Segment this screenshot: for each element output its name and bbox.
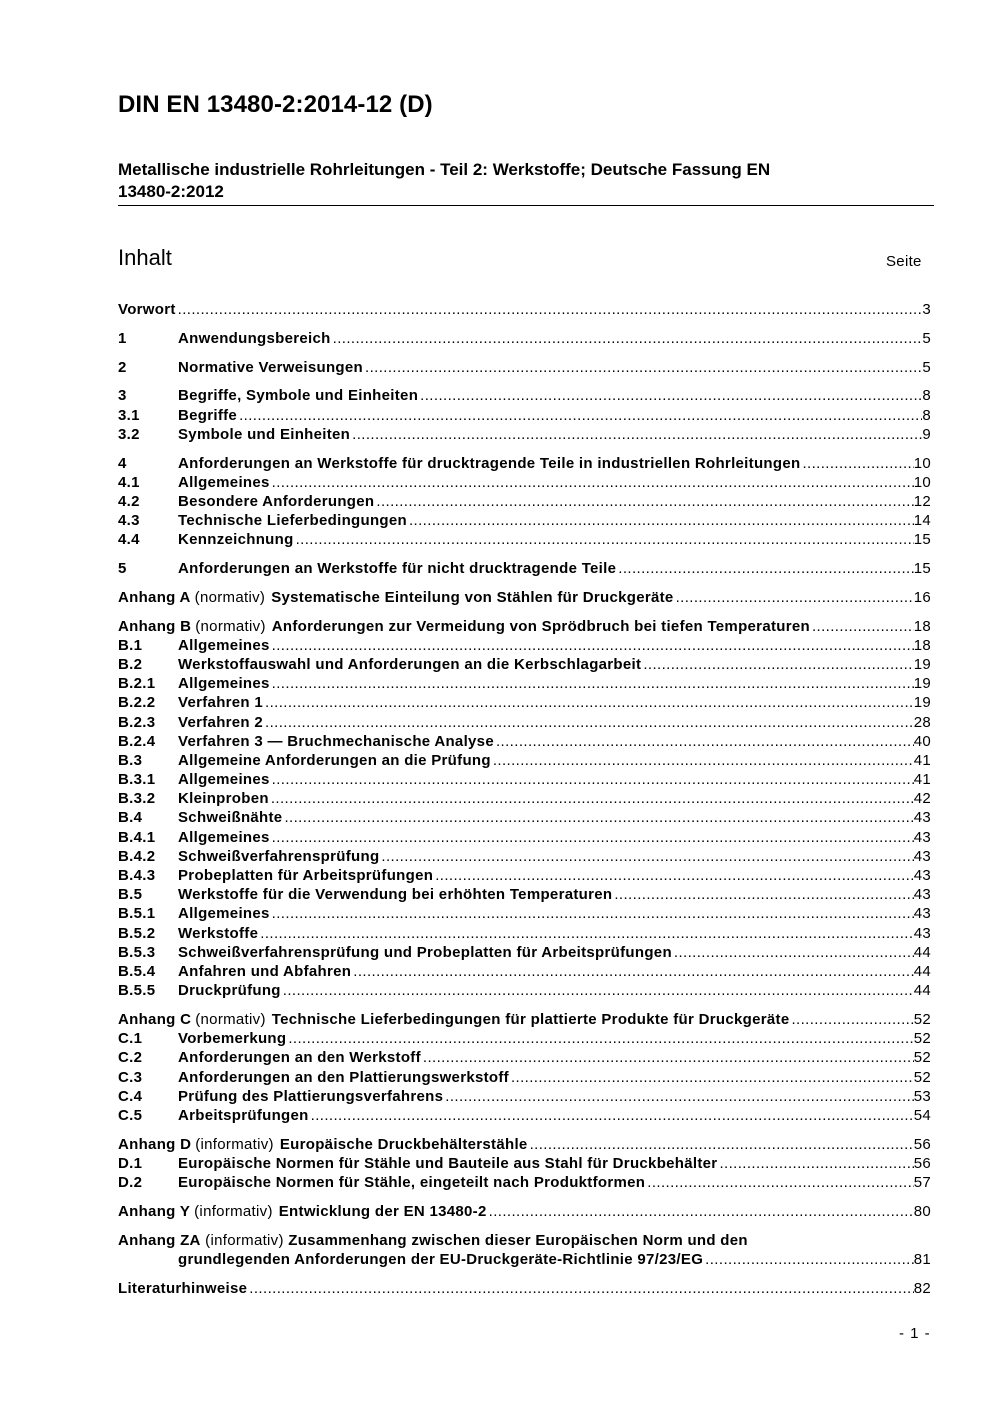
toc-entry[interactable] — [118, 1135, 931, 1154]
toc-entry-line — [178, 904, 931, 923]
toc-entry[interactable] — [118, 770, 931, 789]
toc-page-number: 54 — [913, 1106, 931, 1124]
annex-type: (normativ) — [195, 617, 266, 635]
toc-entry-title: Druckprüfung — [178, 982, 281, 1000]
toc-page-number: 43 — [913, 828, 931, 846]
leader-dots — [270, 828, 914, 847]
toc-entry-title: Zusammenhang zwischen dieser Europäischen Norm und den — [288, 1231, 748, 1249]
toc-entry-number: B.2.2 — [118, 694, 156, 712]
toc-entry-line — [178, 674, 931, 693]
leader-dots — [789, 1010, 913, 1029]
leader-dots — [674, 588, 914, 607]
toc-entry-number: B.5.1 — [118, 905, 156, 923]
toc-entry-title: Kennzeichnung — [178, 531, 294, 549]
toc-entry[interactable] — [118, 847, 931, 866]
toc-entry-line — [118, 1279, 931, 1298]
toc-page-number: 52 — [913, 1068, 931, 1086]
toc-entry-title: Begriffe — [178, 406, 238, 424]
toc-entry-line — [178, 530, 931, 549]
toc-entry[interactable] — [118, 473, 931, 492]
toc-page-number: 16 — [913, 588, 931, 606]
toc-page-number: 43 — [913, 905, 931, 923]
toc-entry-number: Anhang B — [118, 617, 192, 635]
toc-entry[interactable] — [118, 885, 931, 904]
toc-entry-title: Probeplatten für Arbeitsprüfungen — [178, 867, 434, 885]
annex-type: (informativ) — [205, 1231, 284, 1249]
toc-entry-title: Arbeitsprüfungen — [178, 1106, 309, 1124]
toc-entry-title: Entwicklung der EN 13480-2 — [278, 1202, 487, 1220]
toc-entry-line — [178, 1173, 931, 1192]
toc-entry-line — [178, 847, 931, 866]
leader-dots — [176, 300, 923, 319]
leader-dots — [800, 454, 913, 473]
toc-entry-line — [118, 1135, 931, 1154]
leader-dots — [294, 530, 914, 549]
toc-page-number: 10 — [913, 454, 931, 472]
toc-entry-line — [178, 866, 931, 885]
toc-entry-title: Europäische Normen für Stähle, eingeteilt nach Produktformen — [178, 1174, 646, 1192]
toc-entry[interactable] — [118, 924, 931, 943]
toc-page-number: 56 — [913, 1154, 931, 1172]
leader-dots — [421, 1048, 914, 1067]
toc-entry[interactable] — [118, 828, 931, 847]
leader-dots — [418, 386, 922, 405]
toc-entry-line — [178, 1154, 931, 1173]
toc-entry-number: B.2 — [118, 655, 143, 673]
toc-entry[interactable] — [118, 588, 931, 607]
leader-dots — [282, 808, 913, 827]
toc-entry-number: B.3 — [118, 751, 143, 769]
toc-entry-title: Allgemeines — [178, 473, 270, 491]
leader-dots — [528, 1135, 914, 1154]
toc-entry-title: Verfahren 1 — [178, 694, 264, 712]
toc-entry-line — [178, 770, 931, 789]
toc-entry-line — [178, 943, 931, 962]
toc-page-number: 57 — [913, 1174, 931, 1192]
toc-page-number: 10 — [913, 473, 931, 491]
toc-page-number: 14 — [913, 512, 931, 530]
toc-page-number: 19 — [913, 655, 931, 673]
toc-page-number: 8 — [922, 387, 931, 405]
toc-entry-title: Normative Verweisungen — [178, 358, 363, 376]
toc-entry[interactable] — [118, 693, 931, 712]
toc-entry-line — [178, 808, 931, 827]
toc-entry[interactable] — [118, 425, 931, 444]
toc-page-number: 15 — [913, 560, 931, 578]
toc-page-number: 44 — [913, 943, 931, 961]
toc-entry[interactable] — [118, 808, 931, 827]
toc-entry-line — [178, 732, 931, 751]
toc-entry-title: Prüfung des Plattierungsverfahrens — [178, 1087, 444, 1105]
toc-page-number: 19 — [913, 675, 931, 693]
toc-entry-number: D.1 — [118, 1154, 143, 1172]
page-column-label: Seite — [886, 253, 922, 270]
toc-entry-line — [178, 885, 931, 904]
toc-entry-title: Anforderungen an Werkstoffe für drucktragende Teile in industriellen Rohrleitungen — [178, 454, 801, 472]
toc-entry[interactable] — [118, 1231, 931, 1269]
leader-dots — [270, 770, 914, 789]
toc-entry-line — [118, 617, 931, 636]
toc-entry[interactable] — [118, 406, 931, 425]
leader-dots — [703, 1250, 914, 1269]
toc-entry[interactable] — [118, 655, 931, 674]
toc-entry[interactable] — [118, 904, 931, 923]
toc-entry-number: Anhang ZA — [118, 1231, 201, 1249]
toc-entry-label: Vorwort — [118, 301, 176, 318]
toc-entry[interactable] — [118, 1068, 931, 1087]
toc-entry-number: Anhang A — [118, 588, 191, 606]
toc-entry-number: 3.2 — [118, 425, 140, 443]
leader-dots — [237, 406, 922, 425]
toc-page-number: 52 — [913, 1049, 931, 1067]
toc-page-number: 42 — [913, 790, 931, 808]
leader-dots — [363, 358, 922, 377]
toc-entry[interactable] — [118, 981, 931, 1000]
toc-entry-line — [178, 1087, 931, 1106]
toc-entry-number: C.5 — [118, 1106, 143, 1124]
toc-entry-title: Technische Lieferbedingungen für plattierte Produkte für Druckgeräte — [271, 1010, 790, 1028]
toc-entry-number: 4 — [118, 454, 127, 472]
annex-type: (normativ) — [194, 588, 266, 606]
leader-dots — [281, 981, 914, 1000]
toc-entry-line — [178, 406, 931, 425]
toc-entry[interactable] — [118, 1202, 931, 1221]
toc-entry-title: Allgemeines — [178, 828, 270, 846]
toc-entry-number: B.5.3 — [118, 943, 156, 961]
toc-entry-title: Anforderungen zur Vermeidung von Sprödbruch bei tiefen Temperaturen — [271, 617, 810, 635]
toc-page-number: 12 — [913, 492, 931, 510]
toc-entry-title: Anforderungen an den Plattierungswerkstoff — [178, 1068, 509, 1086]
toc-page-number: 44 — [913, 982, 931, 1000]
leader-dots — [269, 789, 914, 808]
toc-page-number: 52 — [913, 1010, 931, 1028]
leader-dots — [487, 1202, 914, 1221]
toc-entry[interactable] — [118, 492, 931, 511]
toc-entry-title: Allgemeines — [178, 675, 270, 693]
toc-entry-number: B.5 — [118, 886, 143, 904]
toc-page-number: 18 — [913, 617, 931, 635]
toc-entry-number: 1 — [118, 329, 127, 347]
toc-entry-title: Anwendungsbereich — [178, 329, 331, 347]
toc-entry-number: 4.3 — [118, 512, 140, 530]
toc-entry[interactable] — [118, 713, 931, 732]
toc-entry-line — [178, 636, 931, 655]
toc-entry-title: Anforderungen an den Werkstoff — [178, 1049, 421, 1067]
toc-entry-number: 4.4 — [118, 531, 140, 549]
toc-entry-number: C.3 — [118, 1068, 143, 1086]
page-number: - 1 - — [899, 1325, 931, 1342]
leader-dots — [270, 473, 914, 492]
toc-entry-number: B.5.2 — [118, 924, 156, 942]
toc-entry-title: Systematische Einteilung von Stählen für Druckgeräte — [271, 588, 674, 606]
leader-dots — [672, 943, 914, 962]
annex-type: (informativ) — [195, 1135, 274, 1153]
toc-entry-line — [178, 981, 931, 1000]
toc-entry-number: B.3.1 — [118, 771, 156, 789]
toc-entry-number: B.4.3 — [118, 867, 156, 885]
toc-entry-number: B.3.2 — [118, 790, 156, 808]
toc-page-number: 3 — [922, 301, 931, 318]
toc-entry-line-2 — [178, 1250, 931, 1269]
leader-dots — [263, 713, 914, 732]
leader-dots — [491, 751, 914, 770]
toc-entry[interactable] — [118, 511, 931, 530]
leader-dots — [270, 904, 914, 923]
toc-page-number: 44 — [913, 962, 931, 980]
leader-dots — [286, 1029, 913, 1048]
annex-type: (informativ) — [194, 1202, 273, 1220]
toc-entry[interactable] — [118, 386, 931, 405]
toc-entry[interactable] — [118, 1106, 931, 1125]
toc-entry-line — [178, 358, 931, 377]
toc-entry-number: 3 — [118, 387, 127, 405]
toc-entry-line — [178, 386, 931, 405]
toc-entry[interactable] — [118, 962, 931, 981]
toc-entry-number: C.2 — [118, 1049, 143, 1067]
leader-dots — [263, 693, 914, 712]
toc-entry-line — [118, 300, 931, 319]
annex-type: (normativ) — [195, 1010, 266, 1028]
toc-entry-line — [178, 1068, 931, 1087]
toc-entry-number: Anhang C — [118, 1010, 192, 1028]
toc-entry-line — [178, 492, 931, 511]
toc-page-number: 43 — [913, 924, 931, 942]
toc-entry-title: Werkstoffe — [178, 924, 259, 942]
toc-page-number: 40 — [913, 732, 931, 750]
toc-entry-line — [178, 473, 931, 492]
toc-entry-line-1 — [118, 1231, 748, 1250]
toc-entry[interactable] — [118, 1010, 931, 1029]
toc-entry-number: B.1 — [118, 636, 143, 654]
toc-entry-title: Begriffe, Symbole und Einheiten — [178, 387, 419, 405]
toc-entry[interactable] — [118, 1279, 931, 1298]
toc-page-number: 43 — [913, 886, 931, 904]
toc-entry[interactable] — [118, 789, 931, 808]
toc-entry[interactable] — [118, 1087, 931, 1106]
leader-dots — [247, 1279, 913, 1298]
toc-entry[interactable] — [118, 1029, 931, 1048]
toc-entry[interactable] — [118, 674, 931, 693]
toc-page-number: 52 — [913, 1030, 931, 1048]
leader-dots — [270, 674, 914, 693]
toc-entry[interactable] — [118, 329, 931, 348]
toc-entry-title: Europäische Normen für Stähle und Bauteile aus Stahl für Druckbehälter — [178, 1154, 718, 1172]
toc-entry-title: Besondere Anforderungen — [178, 492, 375, 510]
toc-entry-title: Anfahren und Abfahren — [178, 962, 352, 980]
toc-entry-title: Vorbemerkung — [178, 1030, 287, 1048]
toc-entry-number: 4.2 — [118, 492, 140, 510]
toc-page-number: 43 — [913, 867, 931, 885]
leader-dots — [374, 492, 913, 511]
toc-entry-title: Schweißverfahrensprüfung und Probeplatten für Arbeitsprüfungen — [178, 943, 672, 961]
toc-page-number: 41 — [913, 771, 931, 789]
toc-entry-title: Europäische Druckbehälterstähle — [279, 1135, 528, 1153]
leader-dots — [351, 962, 913, 981]
toc-entry-title: Kleinproben — [178, 790, 269, 808]
toc-entry-title: Schweißverfahrensprüfung — [178, 847, 380, 865]
toc-entry[interactable] — [118, 1154, 931, 1173]
toc-entry-line — [178, 751, 931, 770]
document-subtitle — [118, 159, 918, 203]
toc-entry-line — [178, 693, 931, 712]
leader-dots — [331, 329, 923, 348]
toc-page-number: 82 — [913, 1279, 931, 1297]
toc-entry-line — [178, 1048, 931, 1067]
toc-entry[interactable] — [118, 732, 931, 751]
leader-dots — [443, 1087, 913, 1106]
toc-entry-line — [118, 1202, 931, 1221]
toc-entry-number: B.2.4 — [118, 732, 156, 750]
toc-entry-number: 4.1 — [118, 473, 140, 491]
toc-entry-line — [178, 1029, 931, 1048]
toc-entry-title: Anforderungen an Werkstoffe für nicht drucktragende Teile — [178, 560, 617, 578]
toc-entry-title: Technische Lieferbedingungen — [178, 512, 407, 530]
toc-entry-number: B.2.3 — [118, 713, 156, 731]
toc-entry[interactable] — [118, 300, 931, 319]
toc-page-number: 15 — [913, 531, 931, 549]
subtitle-line-1: Metallische industrielle Rohrleitungen - Teil 2: Werkstoffe; Deutsche Fassung EN — [118, 160, 771, 179]
toc-entry-line — [178, 828, 931, 847]
toc-entry-number: 2 — [118, 358, 127, 376]
leader-dots — [717, 1154, 913, 1173]
toc-page-number: 53 — [913, 1087, 931, 1105]
toc-entry-line — [178, 962, 931, 981]
toc-entry-line — [178, 655, 931, 674]
toc-entry-title: Symbole und Einheiten — [178, 425, 351, 443]
toc-page-number: 8 — [922, 406, 931, 424]
toc-entry[interactable] — [118, 1173, 931, 1192]
toc-entry-title: Allgemeines — [178, 636, 270, 654]
document-title: DIN EN 13480-2:2014-12 (D) — [118, 91, 433, 118]
leader-dots — [270, 636, 914, 655]
toc-entry-title: Werkstoffauswahl und Anforderungen an die Kerbschlagarbeit — [178, 655, 642, 673]
leader-dots — [309, 1106, 914, 1125]
leader-dots — [810, 617, 914, 636]
toc-entry-label: Literaturhinweise — [118, 1279, 248, 1297]
leader-dots — [616, 559, 913, 578]
toc-entry-line — [178, 924, 931, 943]
toc-entry-line — [178, 425, 931, 444]
toc-entry-number: Anhang Y — [118, 1202, 191, 1220]
toc-page-number: 5 — [922, 358, 931, 376]
leader-dots — [350, 425, 922, 444]
toc-entry-title: Allgemeines — [178, 905, 270, 923]
toc-entry-number: B.4.1 — [118, 828, 156, 846]
toc-entry[interactable] — [118, 617, 931, 636]
subtitle-line-2: 13480-2:2012 — [118, 182, 224, 201]
toc-page-number: 43 — [913, 847, 931, 865]
toc-entry-line — [178, 454, 931, 473]
toc-entry[interactable] — [118, 1048, 931, 1067]
toc-entry-line — [178, 713, 931, 732]
toc-page-number: 43 — [913, 809, 931, 827]
toc-entry-number: 5 — [118, 560, 127, 578]
toc-entry-title: Allgemeines — [178, 771, 270, 789]
leader-dots — [433, 866, 914, 885]
toc-page-number: 19 — [913, 694, 931, 712]
toc-entry[interactable] — [118, 358, 931, 377]
title-rule — [118, 205, 934, 206]
leader-dots — [379, 847, 913, 866]
toc-page-number: 41 — [913, 751, 931, 769]
toc-entry-line — [178, 789, 931, 808]
toc-entry-number: B.5.4 — [118, 962, 156, 980]
leader-dots — [641, 655, 913, 674]
toc-entry-number: C.4 — [118, 1087, 143, 1105]
toc-entry-number: 3.1 — [118, 406, 140, 424]
toc-entry-title: Verfahren 3 — Bruchmechanische Analyse — [178, 732, 494, 750]
toc-entry[interactable] — [118, 866, 931, 885]
toc-page-number: 28 — [913, 713, 931, 731]
toc-entry-title: Werkstoffe für die Verwendung bei erhöhten Temperaturen — [178, 886, 613, 904]
table-of-contents — [118, 300, 931, 1298]
toc-entry-line — [118, 1010, 931, 1029]
toc-entry-number: C.1 — [118, 1030, 143, 1048]
toc-entry-number: B.5.5 — [118, 982, 156, 1000]
toc-entry-title-continued: grundlegenden Anforderungen der EU-Druckgeräte-Richtlinie 97/23/EG — [178, 1250, 704, 1268]
toc-page-number: 56 — [913, 1135, 931, 1153]
toc-entry-number: Anhang D — [118, 1135, 192, 1153]
toc-page-number: 81 — [913, 1250, 931, 1268]
toc-entry-title: Verfahren 2 — [178, 713, 264, 731]
leader-dots — [494, 732, 914, 751]
toc-entry[interactable] — [118, 559, 931, 578]
toc-entry-title: Schweißnähte — [178, 809, 283, 827]
toc-page-number: 18 — [913, 636, 931, 654]
leader-dots — [407, 511, 914, 530]
toc-entry[interactable] — [118, 751, 931, 770]
toc-entry-line — [178, 329, 931, 348]
toc-entry-title: Allgemeine Anforderungen an die Prüfung — [178, 751, 491, 769]
toc-page-number: 5 — [922, 329, 931, 347]
toc-page-number: 9 — [922, 425, 931, 443]
toc-entry[interactable] — [118, 530, 931, 549]
toc-entry-number: B.2.1 — [118, 675, 156, 693]
toc-entry-line — [178, 1106, 931, 1125]
toc-entry[interactable] — [118, 943, 931, 962]
toc-entry-number: D.2 — [118, 1174, 143, 1192]
toc-page-number: 80 — [913, 1202, 931, 1220]
toc-entry-line — [118, 588, 931, 607]
leader-dots — [612, 885, 913, 904]
toc-entry-line — [178, 511, 931, 530]
toc-heading: Inhalt — [118, 245, 172, 270]
leader-dots — [258, 924, 913, 943]
toc-entry-number: B.4 — [118, 809, 143, 827]
toc-entry[interactable] — [118, 454, 931, 473]
toc-entry-number: B.4.2 — [118, 847, 156, 865]
toc-entry-line — [178, 559, 931, 578]
leader-dots — [509, 1068, 914, 1087]
toc-entry[interactable] — [118, 636, 931, 655]
leader-dots — [645, 1173, 913, 1192]
